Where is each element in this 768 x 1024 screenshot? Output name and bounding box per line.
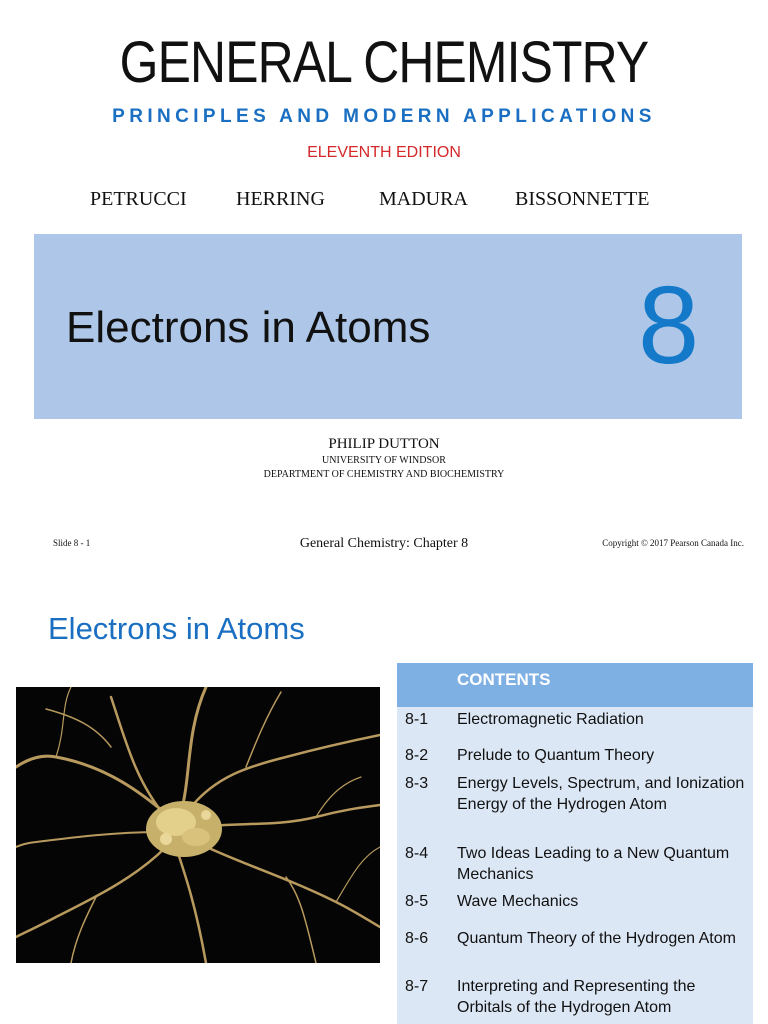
author-bissonnette: BISSONNETTE: [515, 188, 650, 210]
toc-number-8-7: 8-7: [405, 978, 429, 995]
author-madura: MADURA: [379, 188, 468, 210]
chapter-number: 8: [638, 264, 700, 387]
toc-number-8-4: 8-4: [405, 845, 429, 862]
neuron-illustration: [16, 687, 380, 963]
contents-panel: [397, 663, 753, 1024]
author-petrucci: PETRUCCI: [90, 188, 187, 210]
toc-number-8-6: 8-6: [405, 930, 429, 947]
contents-header: [397, 663, 753, 707]
toc-number-8-2: 8-2: [405, 747, 429, 764]
edition-label: ELEVENTH EDITION: [307, 144, 461, 161]
toc-entry-8-1: Electromagnetic Radiation: [457, 711, 644, 728]
book-title: GENERAL CHEMISTRY: [119, 30, 649, 95]
toc-number-8-1: 8-1: [405, 711, 429, 728]
toc-number-8-3: 8-3: [405, 775, 429, 792]
footer-chapter-label: General Chemistry: Chapter 8: [299, 536, 469, 551]
copyright-notice: Copyright © 2017 Pearson Canada Inc.: [602, 538, 744, 548]
chapter-banner: [34, 234, 742, 419]
author-herring: HERRING: [236, 188, 325, 210]
toc-entry-8-4: Two Ideas Leading to a New Quantum Mechanics: [457, 845, 730, 883]
presenter-department: DEPARTMENT OF CHEMISTRY AND BIOCHEMISTRY: [263, 469, 505, 480]
toc-entry-8-5: Wave Mechanics: [457, 893, 579, 910]
toc-entry-8-6: Quantum Theory of the Hydrogen Atom: [457, 930, 736, 947]
toc-entry-8-3: Energy Levels, Spectrum, and Ionization Energy of the Hydrogen Atom: [457, 775, 745, 813]
neuron-image: [16, 687, 380, 963]
slide-title: Electrons in Atoms: [48, 611, 305, 646]
slide-number: Slide 8 - 1: [53, 538, 91, 548]
toc-entry-8-7: Interpreting and Representing the Orbitals of the Hydrogen Atom: [457, 978, 696, 1016]
chapter-title: Electrons in Atoms: [66, 303, 431, 352]
presenter-name: PHILIP DUTTON: [328, 436, 440, 452]
book-subtitle: PRINCIPLES AND MODERN APPLICATIONS: [112, 106, 656, 127]
contents-header-label: CONTENTS: [457, 670, 551, 689]
toc-number-8-5: 8-5: [405, 893, 429, 910]
presenter-university: UNIVERSITY OF WINDSOR: [322, 455, 446, 466]
toc-entry-8-2: Prelude to Quantum Theory: [457, 747, 655, 764]
